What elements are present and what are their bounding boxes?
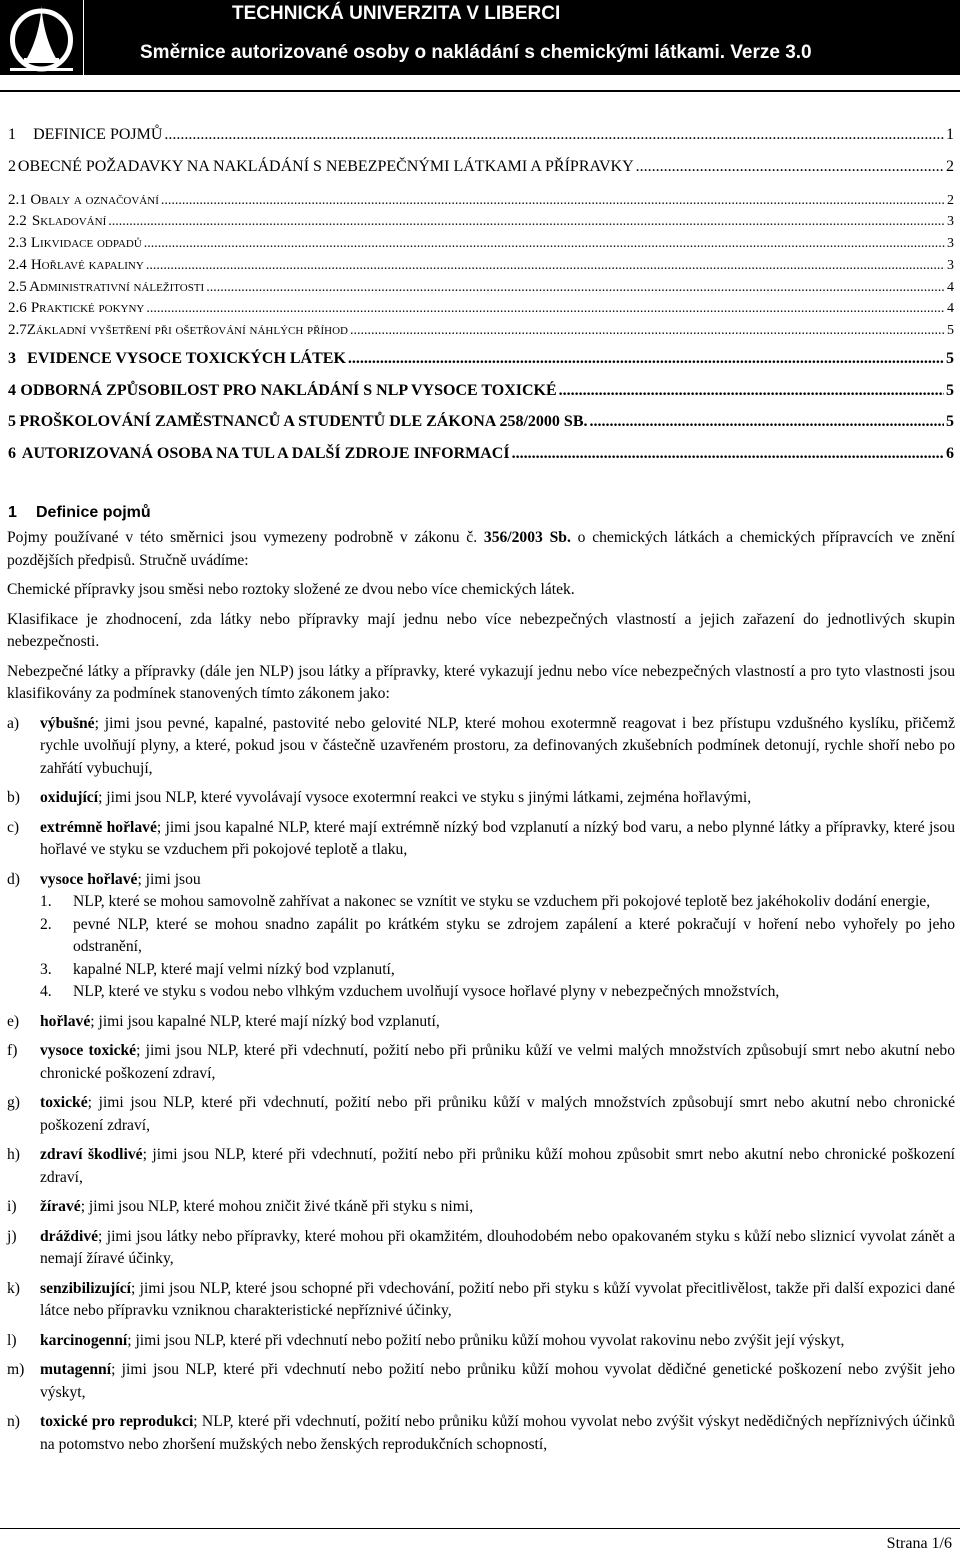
toc-number: 2.1 bbox=[8, 191, 27, 208]
definition-term: vysoce toxické bbox=[40, 1042, 137, 1059]
toc-entry[interactable] bbox=[8, 279, 954, 301]
toc-title: AUTORIZOVANÁ OSOBA NA TUL A DALŠÍ ZDROJE INFORMACÍ bbox=[21, 444, 510, 462]
sublist-text: NLP, které ve styku s vodou nebo vlhkým vzduchem uvolňují vysoce hořlavé plyny v nebezpečných množstvích, bbox=[73, 983, 780, 1000]
definition-label: f) bbox=[7, 1042, 18, 1059]
sublist-number: 3. bbox=[40, 960, 52, 978]
toc-entry[interactable] bbox=[8, 300, 954, 322]
toc-page-number: 5 bbox=[946, 350, 954, 368]
toc-entry[interactable] bbox=[8, 235, 954, 257]
definition-item bbox=[7, 1226, 955, 1271]
university-logo bbox=[0, 0, 83, 75]
definition-term: karcinogenní bbox=[40, 1331, 128, 1349]
toc-number: 4 bbox=[8, 381, 16, 399]
toc-page-number: 4 bbox=[947, 301, 954, 317]
definition-label: h) bbox=[7, 1146, 20, 1163]
definition-term: zdraví škodlivé bbox=[40, 1146, 143, 1163]
toc-entry[interactable] bbox=[8, 158, 954, 192]
definition-text: ; jimi jsou NLP, které při vdechnutí nebo požití nebo průniku kůží mohou vyvolat rakovinu nebo zvýšit její výskyt, bbox=[127, 1331, 845, 1349]
definition-text: ; NLP, které při vdechnutí, požití nebo průniku kůží mohou vyvolat nebo zvýšit výskyt nedědičných nepříznivých účinků na potomstvo nebo zhoršení mužských nebo ženských reprodukčních schopností, bbox=[40, 1413, 956, 1453]
definition-label: d) bbox=[7, 870, 20, 888]
toc-page-number: 4 bbox=[947, 279, 954, 295]
definition-item bbox=[7, 1411, 955, 1456]
definition-text: ; jimi jsou pevné, kapalné, pastovité nebo gelovité NLP, které mohou exotermně reagovat i bez přístupu vzdušného kyslíku, přičemž rychle uvolňují plyny, a které, pokud jsou v částečně uzavřeném prostoru, za definovaných zkušebních podmínek detonují, rychle shoří nebo po zahřátí vybuchují, bbox=[40, 714, 955, 777]
sublist-item bbox=[40, 914, 955, 959]
definition-label: k) bbox=[7, 1279, 20, 1297]
definition-label: e) bbox=[7, 1012, 20, 1030]
toc-page-number: 6 bbox=[946, 444, 954, 462]
toc-number: 1 bbox=[8, 126, 16, 143]
header-divider bbox=[0, 90, 960, 92]
toc-number: 3 bbox=[8, 350, 16, 368]
sublist-number: 2. bbox=[40, 915, 52, 933]
definition-label: b) bbox=[7, 789, 20, 806]
toc-number: 2 bbox=[8, 157, 16, 175]
toc-leader-dots bbox=[144, 236, 945, 252]
definition-list bbox=[7, 713, 955, 1457]
sublist-number: 4. bbox=[40, 983, 52, 1000]
toc-page-number: 5 bbox=[947, 323, 954, 339]
definition-text: ; jimi jsou NLP, které při vdechnutí, požití nebo při průniku kůží v malých množstvích způsobují smrt nebo akutní nebo chronické poškození zdraví, bbox=[40, 1094, 955, 1134]
sublist-item bbox=[40, 891, 955, 914]
definition-item bbox=[7, 1278, 955, 1323]
sublist-item bbox=[40, 959, 955, 982]
toc-leader-dots bbox=[636, 158, 944, 176]
toc-page-number: 5 bbox=[946, 413, 954, 431]
toc-title: Obaly a označování bbox=[30, 191, 159, 208]
sublist-item bbox=[40, 981, 955, 1004]
toc-leader-dots bbox=[146, 301, 945, 317]
definition-term: mutagenní bbox=[40, 1361, 112, 1378]
definition-item bbox=[7, 1040, 955, 1085]
definition-item bbox=[7, 1359, 955, 1404]
definition-text: ; jimi jsou kapalné NLP, které mají extrémně nízký bod vzplanutí a nízký bod varu, a nebo plynné látky a přípravky, které jsou hořlavé ve styku se vzduchem při pokojové teplotě a tlaku, bbox=[40, 818, 955, 858]
page-number: Strana 1/6 bbox=[886, 1535, 952, 1552]
definition-item bbox=[7, 1011, 955, 1034]
toc-entry[interactable] bbox=[8, 257, 954, 279]
toc-title: ODBORNÁ ZPŮSOBILOST PRO NAKLÁDÁNÍ S NLP VYSOCE TOXICKÉ bbox=[20, 381, 557, 399]
toc-entry[interactable] bbox=[8, 445, 954, 477]
toc-entry[interactable] bbox=[8, 413, 954, 445]
section-heading bbox=[8, 504, 151, 522]
toc-title: Skladování bbox=[31, 213, 107, 230]
definition-text: ; jimi jsou NLP, které při vdechnutí, požití nebo při průniku kůží ve velmi malých množstvích způsobují smrt nebo akutní nebo chronické poškození zdraví, bbox=[40, 1042, 955, 1082]
toc-title: PROŠKOLOVÁNÍ ZAMĚSTNANCŮ A STUDENTŮ DLE ZÁKONA 258/2000 SB. bbox=[19, 413, 588, 431]
footer-divider bbox=[0, 1528, 960, 1529]
toc-title: DEFINICE POJMŮ bbox=[33, 126, 163, 143]
definition-text: ; jimi jsou NLP, které při vdechnutí, požití nebo při průniku kůží mohou způsobit smrt nebo akutní nebo chronické poškození zdraví, bbox=[40, 1146, 955, 1186]
definition-item bbox=[7, 869, 955, 1004]
toc-number: 2.3 bbox=[8, 235, 27, 252]
university-name: TECHNICKÁ UNIVERZITA V LIBERCI bbox=[232, 3, 561, 24]
document-body bbox=[7, 527, 955, 1463]
toc-title: Základní vyšetření při ošetřování náhlých příhod bbox=[26, 322, 348, 339]
toc-number: 2.4 bbox=[8, 256, 27, 273]
toc-title: EVIDENCE VYSOCE TOXICKÝCH LÁTEK bbox=[27, 350, 346, 368]
toc-entry[interactable] bbox=[8, 192, 954, 214]
definition-item bbox=[7, 1092, 955, 1137]
definition-label: m) bbox=[7, 1361, 25, 1378]
toc-leader-dots bbox=[164, 126, 944, 144]
definition-term: výbušné bbox=[40, 714, 95, 732]
toc-title: Likvidace odpadů bbox=[30, 235, 142, 252]
sublist-text: NLP, které se mohou samovolně zahřívat a nakonec se vznítit ve styku se vzduchem při pokojové teplotě bez jakéhokoliv dodání energie, bbox=[73, 893, 931, 910]
toc-leader-dots bbox=[559, 382, 944, 400]
definition-label: n) bbox=[7, 1413, 20, 1430]
sublist-text: pevné NLP, které se mohou snadno zapálit po krátkém styku se zdrojem zapálení a které pokračují v hoření nebo vyhořely po jeho odstranění, bbox=[73, 915, 955, 955]
toc-page-number: 3 bbox=[947, 214, 954, 230]
sublist-number: 1. bbox=[40, 893, 52, 910]
definition-term: hořlavé bbox=[40, 1012, 91, 1030]
toc-leader-dots bbox=[161, 193, 945, 209]
toc-number: 2.7 bbox=[8, 322, 27, 339]
definition-item bbox=[7, 713, 955, 781]
definition-item bbox=[7, 787, 955, 810]
definition-label: j) bbox=[7, 1227, 17, 1245]
toc-entry[interactable] bbox=[8, 322, 954, 350]
definition-term: vysoce hořlavé bbox=[40, 870, 138, 888]
toc-page-number: 2 bbox=[947, 192, 954, 208]
section-number: 1 bbox=[8, 504, 17, 521]
toc-leader-dots bbox=[348, 350, 944, 368]
definition-item bbox=[7, 1196, 955, 1219]
toc-entry[interactable] bbox=[8, 350, 954, 382]
toc-page-number: 1 bbox=[946, 126, 954, 143]
toc-number: 6 bbox=[8, 444, 16, 462]
definition-term: žíravé bbox=[40, 1198, 81, 1215]
toc-title: Praktické pokyny bbox=[30, 300, 145, 317]
toc-title: OBECNÉ POŽADAVKY NA NAKLÁDÁNÍ S NEBEZPEČNÝMI LÁTKAMI A PŘÍPRAVKY bbox=[17, 157, 634, 175]
toc-title: Administrativní náležitosti bbox=[29, 278, 205, 295]
toc-number: 2.2 bbox=[8, 213, 27, 230]
section-title: Definice pojmů bbox=[36, 504, 151, 521]
definition-label: a) bbox=[7, 714, 20, 732]
definition-text: ; jimi jsou kapalné NLP, které mají nízký bod vzplanutí, bbox=[90, 1012, 440, 1030]
toc-title: Hořlavé kapaliny bbox=[30, 256, 144, 273]
definition-text: ; jimi jsou bbox=[137, 870, 201, 888]
table-of-contents bbox=[8, 126, 954, 476]
toc-number: 2.6 bbox=[8, 300, 27, 317]
toc-page-number: 2 bbox=[946, 157, 954, 175]
toc-number: 5 bbox=[8, 413, 16, 431]
definition-label: i) bbox=[7, 1198, 17, 1215]
toc-leader-dots bbox=[146, 258, 945, 274]
toc-entry[interactable] bbox=[8, 382, 954, 414]
toc-leader-dots bbox=[206, 280, 945, 296]
toc-number: 2.5 bbox=[8, 278, 27, 295]
definition-text: ; jimi jsou NLP, které při vdechnutí nebo požití nebo průniku kůží mohou vyvolat dědičné genetické poškození nebo zvýšit jeho výskyt, bbox=[40, 1361, 955, 1401]
definition-label: g) bbox=[7, 1094, 20, 1111]
document-title: Směrnice autorizované osoby o nakládání s chemickými látkami. Verze 3.0 bbox=[140, 42, 812, 63]
definition-text: ; jimi jsou NLP, které jsou schopné při vdechování, požití nebo při styku s kůží vyvolat přecitlivělost, takže při další expozici dané látce nebo přípravku vzniknou charakteristické nepříznivé účinky, bbox=[40, 1279, 955, 1319]
toc-page-number: 3 bbox=[947, 236, 954, 252]
intro-paragraph-1: Pojmy používané v této směrnici jsou vymezeny podrobně v zákonu č. 356/2003 Sb. o chemických látkách a chemických přípravcích ve znění pozdějších předpisů. Stručně uvádíme: bbox=[7, 529, 955, 569]
definition-text: ; jimi jsou NLP, které mohou zničit živé tkáně při styku s nimi, bbox=[80, 1198, 474, 1215]
page-header bbox=[0, 0, 960, 75]
toc-leader-dots bbox=[589, 413, 944, 431]
definition-label: l) bbox=[7, 1331, 17, 1349]
definition-text: ; jimi jsou látky nebo přípravky, které mohou při okamžitém, dlouhodobém nebo opakovaném styku s kůží nebo sliznicí vyvolat zánět a nemají žíravé účinky, bbox=[40, 1227, 955, 1267]
toc-entry[interactable] bbox=[8, 126, 954, 158]
definition-term: senzibilizující bbox=[40, 1279, 131, 1297]
toc-entry[interactable] bbox=[8, 213, 954, 235]
definition-term: dráždivé bbox=[40, 1227, 99, 1245]
toc-leader-dots bbox=[108, 214, 945, 230]
law-reference: 356/2003 Sb. bbox=[483, 529, 571, 546]
toc-page-number: 5 bbox=[946, 381, 954, 399]
intro-paragraph-3: Klasifikace je zhodnocení, zda látky nebo přípravky mají jednu nebo více nebezpečných vlastností a jejich zařazení do jednotlivých skupin nebezpečnosti. bbox=[7, 610, 955, 650]
toc-leader-dots bbox=[350, 323, 945, 339]
tul-emblem-icon bbox=[0, 0, 83, 75]
definition-term: oxidující bbox=[40, 789, 99, 806]
definition-label: c) bbox=[7, 818, 20, 836]
definition-item bbox=[7, 817, 955, 862]
definition-text: ; jimi jsou NLP, které vyvolávají vysoce exotermní reakci ve styku s jinými látkami, zejména hořlavými, bbox=[98, 789, 752, 806]
definition-term: extrémně hořlavé bbox=[40, 818, 157, 836]
definition-term: toxické bbox=[40, 1094, 88, 1111]
highly-flammable-sublist bbox=[40, 891, 955, 1004]
toc-page-number: 3 bbox=[947, 257, 954, 273]
definition-term: toxické pro reprodukci bbox=[40, 1413, 194, 1430]
toc-leader-dots bbox=[512, 445, 944, 463]
intro-paragraph-4: Nebezpečné látky a přípravky (dále jen NLP) jsou látky a přípravky, které vykazují jednu nebo více nebezpečných vlastností a pro tyto vlastnosti jsou klasifikovány za podmínek stanovených tímto zákonem jako: bbox=[7, 662, 955, 702]
intro-paragraph-2: Chemické přípravky jsou směsi nebo roztoky složené ze dvou nebo více chemických látek. bbox=[7, 581, 575, 598]
definition-item bbox=[7, 1330, 955, 1353]
sublist-text: kapalné NLP, které mají velmi nízký bod vzplanutí, bbox=[73, 960, 395, 978]
definition-item bbox=[7, 1144, 955, 1189]
